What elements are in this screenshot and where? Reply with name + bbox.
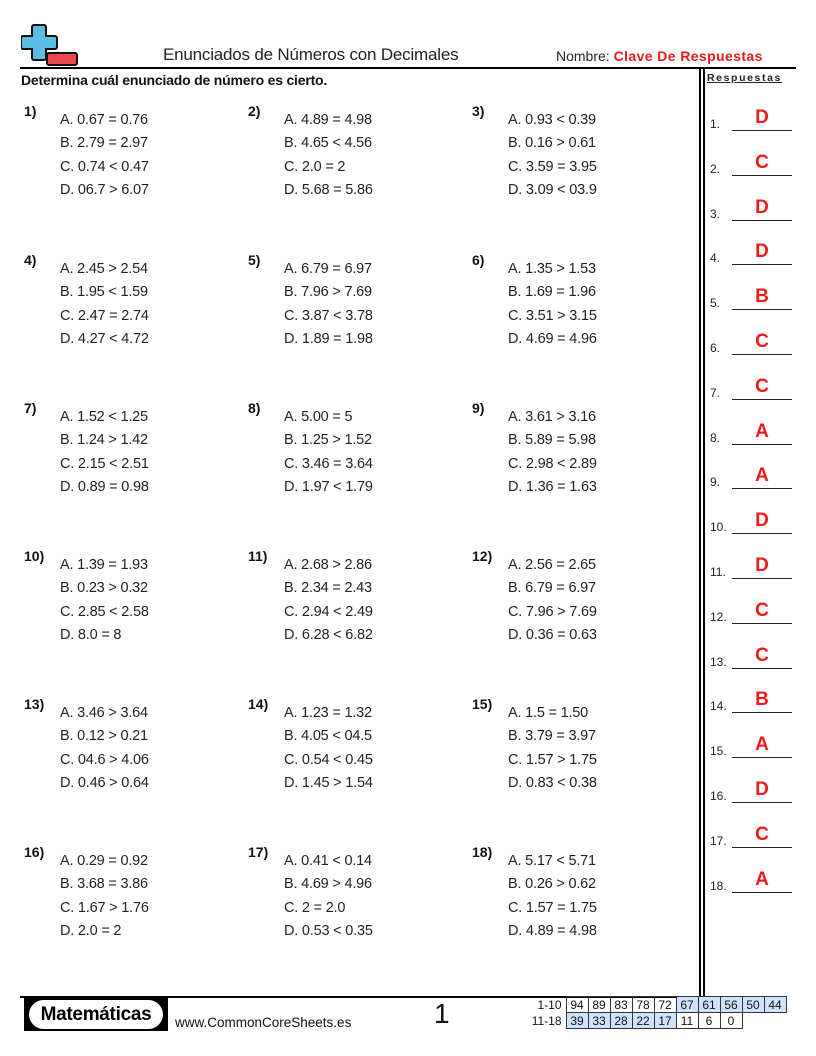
problem-12 <box>472 548 682 658</box>
problem-15 <box>472 696 682 806</box>
choice-list <box>284 554 373 647</box>
choice-a: A. 1.39 = 1.93 <box>60 557 148 573</box>
choice-b: B. 1.24 > 1.42 <box>60 432 148 449</box>
problem-number: 12) <box>472 548 493 564</box>
score-cell: 17 <box>654 1013 676 1029</box>
answer-row-8 <box>708 417 792 445</box>
answer-value: A <box>755 420 769 442</box>
choice-a: A. 2.56 = 2.65 <box>508 557 596 573</box>
choice-d: D. 8.0 = 8 <box>60 626 122 643</box>
answer-number: 5. <box>710 296 721 311</box>
name-value: Clave De Respuestas <box>613 48 763 64</box>
answer-number: 18. <box>710 878 727 893</box>
choice-a: A. 1.23 = 1.32 <box>284 705 372 721</box>
answer-blank <box>732 757 792 758</box>
answer-number: 17. <box>710 833 727 848</box>
problem-number: 3) <box>472 103 485 119</box>
choice-a: A. 0.41 < 0.14 <box>284 853 372 869</box>
score-cell: 28 <box>610 1013 632 1029</box>
problem-7 <box>24 400 234 510</box>
problem-17 <box>248 844 458 954</box>
choice-d: D. 0.89 = 0.98 <box>60 478 149 495</box>
answer-value: A <box>755 868 769 890</box>
score-empty-cell <box>742 1013 764 1029</box>
plus-minus-icon <box>21 23 79 67</box>
answer-number: 2. <box>710 161 721 176</box>
answer-number: 12. <box>710 609 727 624</box>
answer-blank <box>732 444 792 445</box>
choice-a: A. 2.45 > 2.54 <box>60 261 148 277</box>
answer-row-2 <box>708 148 792 176</box>
score-cell: 11 <box>676 1013 698 1029</box>
choice-list <box>60 109 149 202</box>
answer-number: 1. <box>710 117 721 131</box>
choice-c: C. 1.57 > 1.75 <box>508 751 597 768</box>
problem-16 <box>24 844 234 954</box>
problem-1 <box>24 103 234 213</box>
score-row-label: 1-10 <box>537 997 562 1012</box>
choice-c: C. 3.51 > 3.15 <box>508 307 597 324</box>
answer-blank <box>732 488 792 489</box>
answer-number: 9. <box>710 475 721 490</box>
score-cell: 50 <box>742 997 764 1013</box>
choice-a: A. 1.5 = 1.50 <box>508 705 589 721</box>
choice-a: A. 3.46 > 3.64 <box>60 705 148 721</box>
choice-b: B. 0.26 > 0.62 <box>508 876 596 893</box>
answer-row-11 <box>708 551 792 579</box>
choice-d: D. 4.89 = 4.98 <box>508 922 597 939</box>
answer-number: 4. <box>710 251 721 266</box>
answer-number: 3. <box>710 206 721 221</box>
answer-blank <box>732 892 792 893</box>
problem-3 <box>472 103 682 213</box>
answer-value: B <box>755 286 769 308</box>
problem-number: 17) <box>248 844 269 860</box>
choice-list <box>508 702 597 795</box>
problem-6 <box>472 252 682 362</box>
problem-number: 4) <box>24 252 37 268</box>
problem-number: 1) <box>24 103 37 119</box>
choice-b: B. 4.69 > 4.96 <box>284 876 372 893</box>
choice-a: A. 1.35 > 1.53 <box>508 261 596 277</box>
problem-number: 18) <box>472 844 493 860</box>
brand-badge: Matemáticas <box>29 1000 163 1029</box>
choice-c: C. 2 = 2.0 <box>284 899 346 916</box>
site-url[interactable]: www.CommonCoreSheets.es <box>175 1015 352 1030</box>
answer-number: 6. <box>710 341 721 355</box>
choice-b: B. 0.23 > 0.32 <box>60 580 148 597</box>
choice-d: D. 1.45 > 1.54 <box>284 774 373 791</box>
score-cell: 6 <box>698 1013 720 1029</box>
score-cell: 94 <box>566 997 588 1013</box>
problem-9 <box>472 400 682 510</box>
score-cell: 78 <box>632 997 654 1013</box>
choice-c: C. 0.54 < 0.45 <box>284 751 373 768</box>
answer-value: D <box>755 510 769 532</box>
choice-d: D. 0.46 > 0.64 <box>60 774 149 791</box>
choice-c: C. 04.6 > 4.06 <box>60 751 149 768</box>
answer-value: C <box>755 599 769 621</box>
choice-d: D. 5.68 = 5.86 <box>284 181 373 198</box>
choice-list <box>508 109 597 202</box>
score-row <box>528 1013 786 1029</box>
score-cell: 0 <box>720 1013 742 1029</box>
problem-number: 13) <box>24 696 45 712</box>
answer-blank <box>732 175 792 176</box>
score-cell: 67 <box>676 997 698 1013</box>
choice-list <box>508 406 597 499</box>
page-number: 1 <box>434 998 450 1029</box>
answer-blank <box>732 309 792 310</box>
choice-b: B. 2.34 = 2.43 <box>284 580 372 597</box>
score-row-label: 11-18 <box>531 1013 562 1028</box>
answer-value: D <box>755 107 769 128</box>
choice-c: C. 3.46 = 3.64 <box>284 455 373 472</box>
answer-number: 10. <box>710 520 727 535</box>
answer-row-18 <box>708 865 792 893</box>
choice-d: D. 4.27 < 4.72 <box>60 330 149 347</box>
choice-c: C. 2.98 < 2.89 <box>508 455 597 472</box>
choice-d: D. 1.89 = 1.98 <box>284 330 373 347</box>
answer-value: C <box>755 823 769 845</box>
answer-number: 8. <box>710 430 721 445</box>
problem-number: 2) <box>248 103 261 119</box>
choice-b: B. 1.69 = 1.96 <box>508 284 596 301</box>
answer-blank <box>732 354 792 355</box>
choice-c: C. 2.94 < 2.49 <box>284 603 373 620</box>
answer-number: 11. <box>710 565 726 579</box>
choice-a: A. 0.93 < 0.39 <box>508 112 596 128</box>
choice-c: C. 0.74 < 0.47 <box>60 158 149 175</box>
problem-number: 14) <box>248 696 269 712</box>
answer-value: C <box>755 331 769 352</box>
choice-b: B. 0.16 > 0.61 <box>508 135 596 152</box>
choice-list <box>284 109 373 202</box>
choice-c: C. 2.47 = 2.74 <box>60 307 149 324</box>
choice-c: C. 2.85 < 2.58 <box>60 603 149 620</box>
problem-11 <box>248 548 458 658</box>
choice-c: C. 3.87 < 3.78 <box>284 307 373 324</box>
choice-b: B. 4.65 < 4.56 <box>284 135 372 152</box>
answer-number: 14. <box>710 699 727 714</box>
problem-number: 8) <box>248 400 261 416</box>
choice-d: D. 2.0 = 2 <box>60 922 122 939</box>
answer-blank <box>732 220 792 221</box>
choice-a: A. 5.17 < 5.71 <box>508 853 596 869</box>
answer-number: 7. <box>710 385 721 400</box>
choice-list <box>60 406 149 499</box>
answer-row-14 <box>708 685 792 713</box>
answer-number: 15. <box>710 744 727 759</box>
choice-list <box>508 554 597 647</box>
answer-number: 16. <box>710 789 727 803</box>
choice-d: D. 0.53 < 0.35 <box>284 922 373 939</box>
answer-blank <box>732 264 792 265</box>
answer-blank <box>732 578 792 579</box>
score-row <box>528 997 786 1013</box>
name-label: Nombre: <box>556 48 610 64</box>
choice-list <box>508 850 597 943</box>
choice-list <box>60 258 149 351</box>
choice-c: C. 2.15 < 2.51 <box>60 455 149 472</box>
answer-row-3 <box>708 193 792 221</box>
choice-a: A. 0.67 = 0.76 <box>60 112 148 128</box>
problem-18 <box>472 844 682 954</box>
choice-list <box>284 258 373 351</box>
choice-list <box>508 258 597 351</box>
choice-b: B. 3.79 = 3.97 <box>508 728 596 745</box>
score-cell: 72 <box>654 997 676 1013</box>
page-title: Enunciados de Números con Decimales <box>163 45 459 64</box>
answer-column-divider <box>703 69 705 997</box>
score-cell: 56 <box>720 997 742 1013</box>
answer-row-12 <box>708 596 792 624</box>
choice-b: B. 6.79 = 6.97 <box>508 580 596 597</box>
answer-blank <box>732 847 792 848</box>
name-field <box>556 48 763 64</box>
choice-a: A. 4.89 = 4.98 <box>284 112 372 128</box>
choice-list <box>60 554 149 647</box>
answer-value: A <box>755 465 769 487</box>
problem-5 <box>248 252 458 362</box>
answer-number: 13. <box>710 654 727 669</box>
choice-b: B. 7.96 > 7.69 <box>284 284 372 301</box>
score-cell: 61 <box>698 997 720 1013</box>
choice-list <box>60 702 149 795</box>
score-cell: 22 <box>632 1013 654 1029</box>
answer-row-17 <box>708 820 792 848</box>
answer-value: C <box>755 644 769 666</box>
answer-row-6 <box>708 327 792 355</box>
choice-c: C. 3.59 = 3.95 <box>508 158 597 175</box>
score-cell: 83 <box>610 997 632 1013</box>
problem-number: 11) <box>248 548 268 564</box>
answer-blank <box>732 130 792 131</box>
choice-a: A. 3.61 > 3.16 <box>508 409 596 425</box>
choice-a: A. 5.00 = 5 <box>284 409 353 425</box>
answer-value: C <box>755 151 769 173</box>
choice-c: C. 1.57 = 1.75 <box>508 899 597 916</box>
choice-list <box>284 850 373 943</box>
choice-b: B. 1.25 > 1.52 <box>284 432 372 449</box>
score-cell: 89 <box>588 997 610 1013</box>
choice-d: D. 1.36 = 1.63 <box>508 478 597 495</box>
answer-column-divider <box>699 69 701 997</box>
answer-row-10 <box>708 506 792 534</box>
choice-b: B. 0.12 > 0.21 <box>60 728 148 745</box>
choice-c: C. 2.0 = 2 <box>284 158 346 175</box>
answers-title: Respuestas <box>707 72 782 84</box>
choice-d: D. 1.97 < 1.79 <box>284 478 373 495</box>
answer-value: D <box>755 555 769 576</box>
choice-d: D. 0.36 = 0.63 <box>508 626 597 643</box>
answer-value: B <box>755 689 769 711</box>
answer-value: D <box>755 241 769 263</box>
answer-blank <box>732 533 792 534</box>
answer-row-16 <box>708 775 792 803</box>
answer-blank <box>732 668 792 669</box>
choice-c: C. 7.96 > 7.69 <box>508 603 597 620</box>
score-cell: 33 <box>588 1013 610 1029</box>
problem-number: 5) <box>248 252 261 268</box>
choice-c: C. 1.67 > 1.76 <box>60 899 149 916</box>
problem-10 <box>24 548 234 658</box>
choice-a: A. 0.29 = 0.92 <box>60 853 148 869</box>
header-divider <box>20 67 796 69</box>
problem-2 <box>248 103 458 213</box>
choice-b: B. 4.05 < 04.5 <box>284 728 372 745</box>
answer-blank <box>732 399 792 400</box>
answer-blank <box>732 623 792 624</box>
problem-13 <box>24 696 234 806</box>
answer-value: C <box>755 375 769 397</box>
choice-d: D. 3.09 < 03.9 <box>508 181 597 198</box>
choice-b: B. 1.95 < 1.59 <box>60 284 148 301</box>
answer-blank <box>732 802 792 803</box>
choice-list <box>284 406 373 499</box>
score-cell: 39 <box>566 1013 588 1029</box>
choice-d: D. 06.7 > 6.07 <box>60 181 149 198</box>
choice-b: B. 5.89 = 5.98 <box>508 432 596 449</box>
choice-d: D. 6.28 < 6.82 <box>284 626 373 643</box>
problem-number: 7) <box>24 400 37 416</box>
answer-value: D <box>755 196 769 218</box>
answer-row-7 <box>708 372 792 400</box>
problem-4 <box>24 252 234 362</box>
answer-row-4 <box>708 237 792 265</box>
answer-row-1 <box>708 103 792 131</box>
choice-list <box>60 850 149 943</box>
problem-14 <box>248 696 458 806</box>
problem-number: 15) <box>472 696 493 712</box>
score-table <box>528 996 787 1029</box>
instructions: Determina cuál enunciado de número es cierto. <box>21 72 328 88</box>
problem-number: 10) <box>24 548 45 564</box>
choice-b: B. 3.68 = 3.86 <box>60 876 148 893</box>
choice-d: D. 0.83 < 0.38 <box>508 774 597 791</box>
problem-8 <box>248 400 458 510</box>
score-empty-cell <box>764 1013 786 1029</box>
answer-row-15 <box>708 730 792 758</box>
answer-blank <box>732 712 792 713</box>
choice-d: D. 4.69 = 4.96 <box>508 330 597 347</box>
problem-number: 16) <box>24 844 45 860</box>
problem-number: 6) <box>472 252 485 268</box>
answer-value: A <box>755 734 769 756</box>
problem-number: 9) <box>472 400 485 416</box>
answer-value: D <box>755 779 769 800</box>
choice-a: A. 6.79 = 6.97 <box>284 261 372 277</box>
choice-b: B. 2.79 = 2.97 <box>60 135 148 152</box>
score-cell: 44 <box>764 997 786 1013</box>
choice-a: A. 2.68 > 2.86 <box>284 557 372 573</box>
answer-row-5 <box>708 282 792 310</box>
answer-row-9 <box>708 461 792 489</box>
choice-a: A. 1.52 < 1.25 <box>60 409 148 425</box>
answer-row-13 <box>708 641 792 669</box>
choice-list <box>284 702 373 795</box>
